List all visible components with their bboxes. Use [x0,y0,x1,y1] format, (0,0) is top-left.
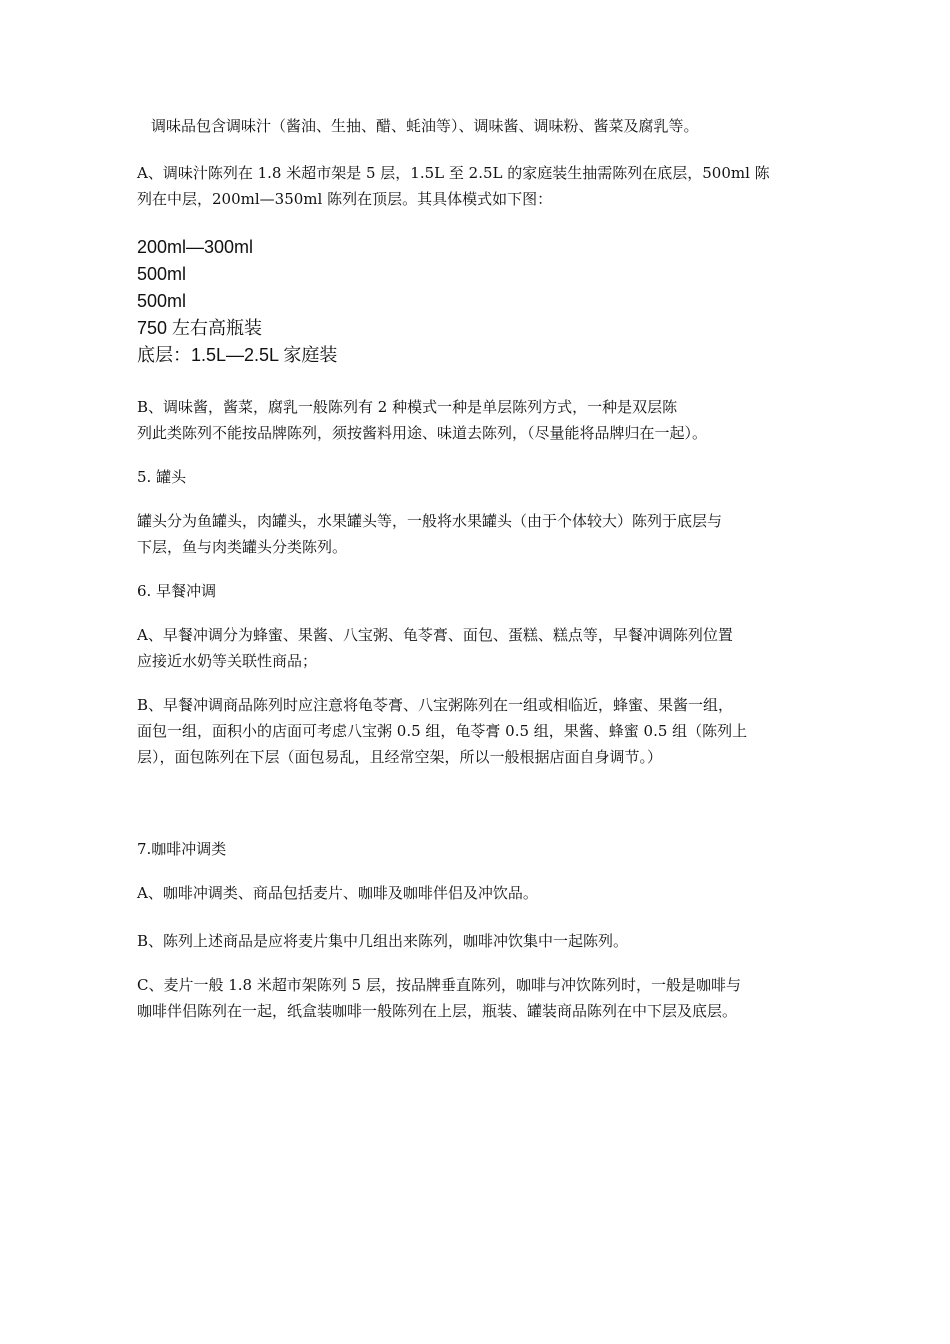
shelf-layer-item: 200ml—300ml [137,237,254,257]
section-6-a-paragraph [137,622,827,674]
shelf-layer-item: 500ml [137,264,187,284]
section-7-a-text: A、咖啡冲调类、商品包括麦片、咖啡及咖啡伴侣及冲饮品。 [137,884,538,902]
section-7-c-paragraph [137,972,827,1024]
shelf-layer-item: 500ml [137,291,187,311]
shelf-layer-item: 750 左右高瓶装 [137,318,263,338]
section-5-line: 下层，鱼与肉类罐头分类陈列。 [137,538,348,556]
shelf-layer-item: 底层：1.5L—2.5L 家庭装 [137,345,338,365]
section-7-c-line: C、麦片一般 1.8 米超市架陈列 5 层，按品牌垂直陈列，咖啡与冲饮陈列时，一般是咖啡与 [137,976,741,994]
section-6-b-line: 层），面包陈列在下层（面包易乱，且经常空架，所以一般根据店面自身调节。） [137,748,663,766]
section-5-heading: 5. 罐头 [137,468,187,486]
sauce-b-line: B、调味酱，酱菜，腐乳一般陈列有 2 种模式一种是单层陈列方式，一种是双层陈 [137,398,678,416]
sauce-b-paragraph [137,394,827,446]
section-7-b-text: B、陈列上述商品是应将麦片集中几组出来陈列，咖啡冲饮集中一起陈列。 [137,932,629,950]
section-6-a-line: 应接近水奶等关联性商品； [137,652,318,670]
section-6-b-line: 面包一组，面积小的店面可考虑八宝粥 0.5 组，龟苓膏 0.5 组，果酱、蜂蜜 0.5 组（陈列上 [137,722,748,740]
section-6-b-line: B、早餐冲调商品陈列时应注意将龟苓膏、八宝粥陈列在一组或相临近，蜂蜜、果酱一组， [137,696,734,714]
section-5-line: 罐头分为鱼罐头，肉罐头，水果罐头等，一般将水果罐头（由于个体较大）陈列于底层与 [137,512,723,530]
section-6-b-paragraph [137,692,827,770]
shelf-layer-list [137,234,337,369]
section-7-title [137,836,827,862]
section-6-a-line: A、早餐冲调分为蜂蜜、果酱、八宝粥、龟苓膏、面包、蛋糕、糕点等，早餐冲调陈列位置 [137,626,733,644]
section-6-title [137,578,827,604]
section-6-heading: 6. 早餐冲调 [137,582,217,600]
section-7-b-paragraph [137,928,827,954]
sauce-a-line: 列在中层，200ml—350ml 陈列在顶层。其具体模式如下图： [137,190,553,208]
sauce-a-paragraph [137,160,827,212]
sauce-a-line: A、调味汁陈列在 1.8 米超市架是 5 层，1.5L 至 2.5L 的家庭装生抽需陈列在底层，500ml 陈 [137,164,770,182]
section-7-a-paragraph [137,880,827,906]
section-7-c-line: 咖啡伴侣陈列在一起，纸盒装咖啡一般陈列在上层，瓶装、罐装商品陈列在中下层及底层。 [137,1002,738,1020]
section-5-paragraph [137,508,827,560]
sauce-b-line: 列此类陈列不能按品牌陈列，须按酱料用途、味道去陈列，（尽量能将品牌归在一起）。 [137,424,708,442]
section-7-heading: 7.咖啡冲调类 [137,840,227,858]
section-5-title [137,464,827,490]
intro-paragraph [151,113,841,139]
intro-text: 调味品包含调味汁（酱油、生抽、醋、蚝油等）、调味酱、调味粉、酱菜及腐乳等。 [151,117,699,135]
